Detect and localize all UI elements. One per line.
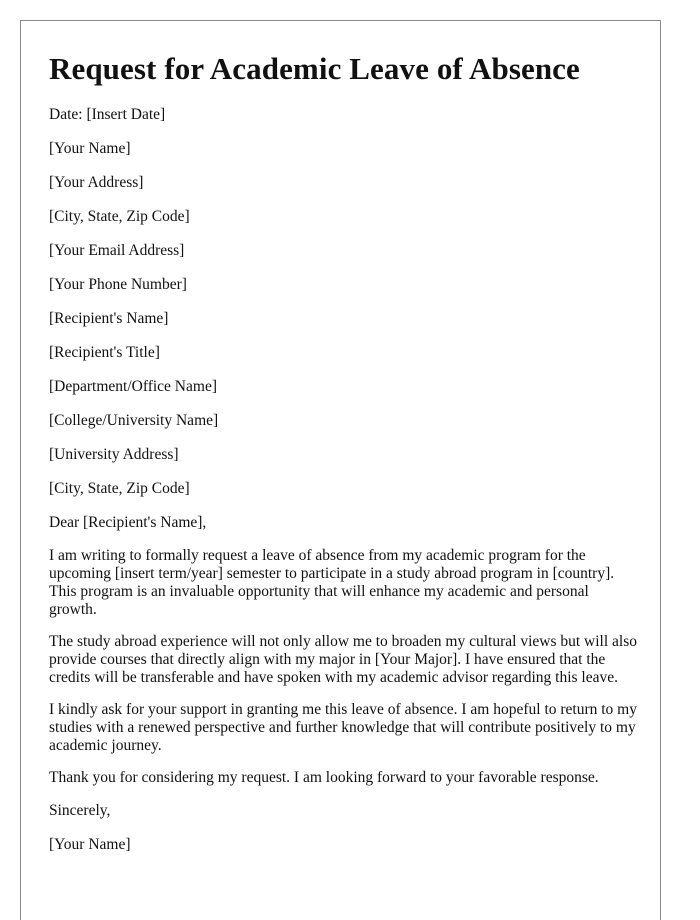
sender-address: [Your Address] bbox=[49, 174, 144, 191]
sender-city-state-zip: [City, State, Zip Code] bbox=[49, 208, 190, 225]
closing: Sincerely, bbox=[49, 802, 111, 819]
recipient-city-state-zip: [City, State, Zip Code] bbox=[49, 480, 190, 497]
recipient-title: [Recipient's Title] bbox=[49, 344, 160, 361]
sender-phone: [Your Phone Number] bbox=[49, 276, 187, 293]
recipient-department: [Department/Office Name] bbox=[49, 378, 217, 395]
body-paragraph: I am writing to formally request a leave of absence from my academic program for the upcoming [insert term/year] semester to participate in a study abroad program in [country]. This program is an invaluable opportunity that will enhance my academic and personal growth. bbox=[49, 547, 615, 618]
recipient-name: [Recipient's Name] bbox=[49, 310, 169, 327]
letter-page bbox=[20, 20, 661, 920]
body-paragraph: I kindly ask for your support in granting me this leave of absence. I am hopeful to return to my studies with a renewed perspective and further knowledge that will contribute positively to my academic journey. bbox=[49, 701, 637, 754]
body-paragraph: Thank you for considering my request. I am looking forward to your favorable response. bbox=[49, 769, 599, 786]
letter-title: Request for Academic Leave of Absence bbox=[49, 51, 580, 86]
recipient-address: [University Address] bbox=[49, 446, 179, 463]
sender-name: [Your Name] bbox=[49, 140, 131, 157]
sender-email: [Your Email Address] bbox=[49, 242, 185, 259]
date-line: Date: [Insert Date] bbox=[49, 106, 166, 123]
letter-content bbox=[49, 49, 639, 869]
recipient-institution: [College/University Name] bbox=[49, 412, 219, 429]
body-paragraph: The study abroad experience will not only allow me to broaden my cultural views but will also provide courses that directly align with my major in [Your Major]. I have ensured that the credits will be transferable and have spoken with my academic advisor regarding this leave. bbox=[49, 633, 637, 686]
salutation: Dear [Recipient's Name], bbox=[49, 514, 207, 531]
signature-name: [Your Name] bbox=[49, 836, 131, 853]
